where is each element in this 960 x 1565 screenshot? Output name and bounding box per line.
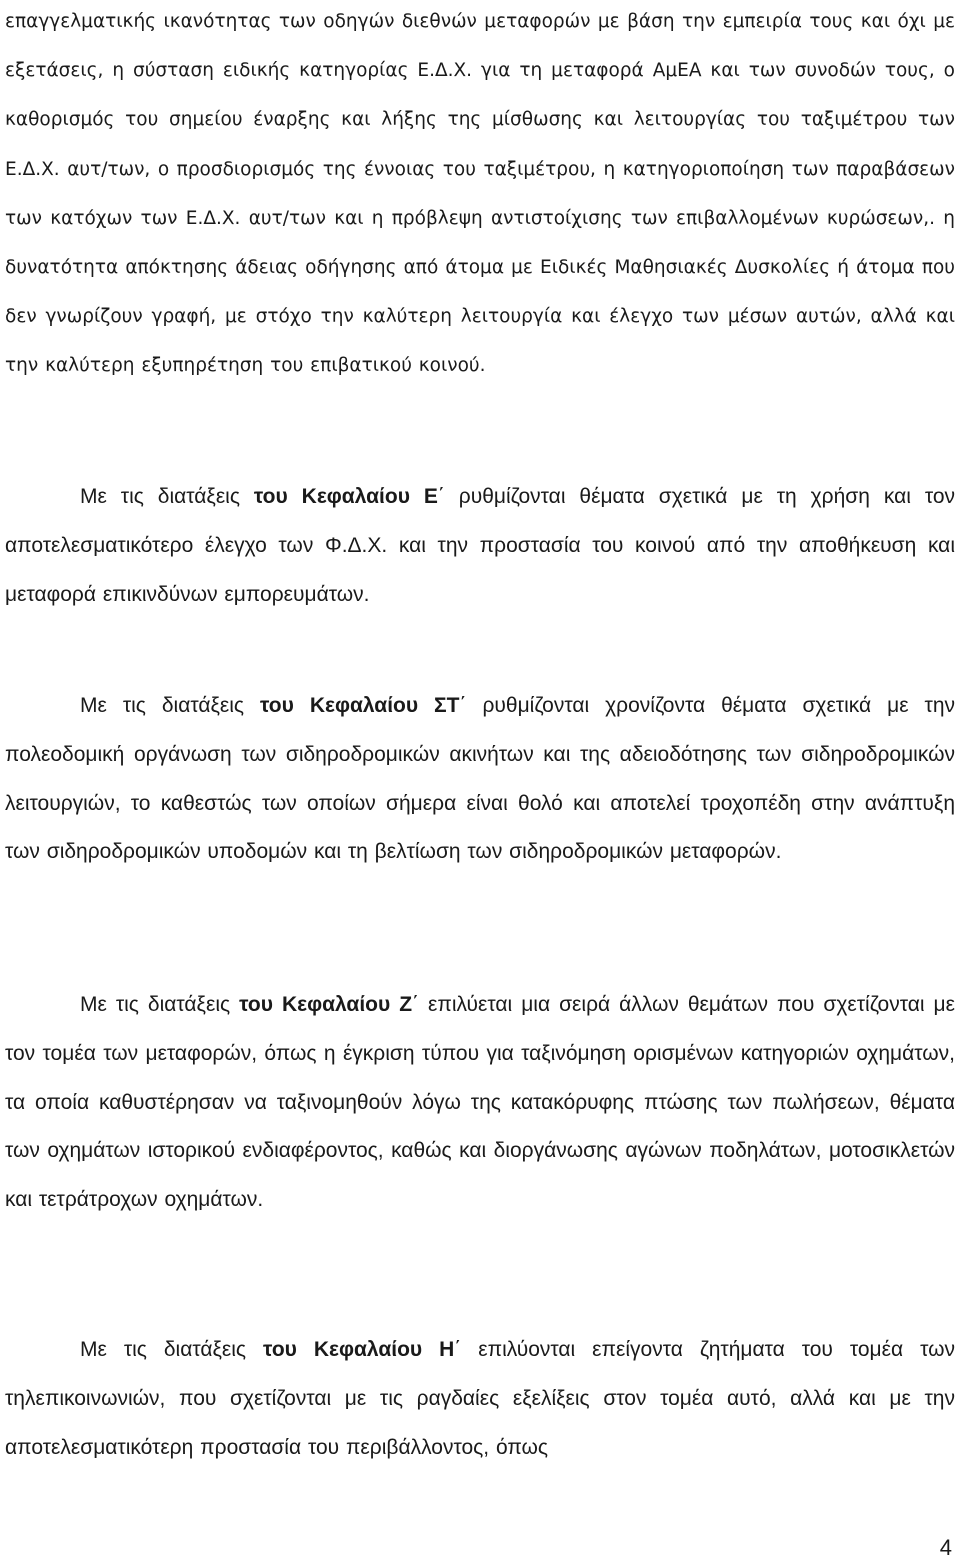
paragraph-prefix: Με τις διατάξεις — [80, 993, 240, 1016]
paragraph-chapter-e — [5, 473, 955, 619]
paragraph-text: ΄ επιλύεται μια σειρά άλλων θεμάτων που σχετίζονται με τον τομέα των μεταφορών, όπως η έγκριση τύπου για ταξινόμηση ορισμένων κατηγοριών οχημάτων, τα οποία καθυστέρησαν να ταξινομηθούν λόγω της κατακόρυφης πτώσης των πωλήσεων, θέματα των οχημάτων ιστορικού ενδιαφέροντος, καθώς και διοργάνωσης αγώνων ποδηλάτων, μοτοσικλετών και τετράτροχων οχημάτων. — [5, 993, 955, 1212]
page-number: 4 — [939, 1535, 952, 1560]
chapter-reference: του Κεφαλαίου Ζ — [239, 993, 413, 1016]
chapter-reference: του Κεφαλαίου Ε — [253, 485, 438, 508]
paragraph-text: ΄ ρυθμίζονται χρονίζοντα θέματα σχετικά με την πολεοδομική οργάνωση των σιδηροδρομικών ακινήτων και της αδειοδότησης των σιδηροδρομικών λειτουργιών, το καθεστώς των οποίων σήμερα είναι θολό και αποτελεί τροχοπέδη στην ανάπτυξη των σιδηροδρομικών υποδομών και τη βελτίωση των σιδηροδρομικών μεταφορών. — [5, 694, 956, 864]
paragraph-text: ΄ ρυθμίζονται θέματα σχετικά με τη χρήση και τον αποτελεσματικότερο έλεγχο των Φ.Δ.Χ. και την προστασία του κοινού από την αποθήκευση και μεταφορά επικινδύνων εμπορευμάτων. — [5, 485, 955, 606]
paragraph-chapter-st — [5, 682, 955, 877]
paragraph-chapter-h — [5, 1326, 955, 1472]
chapter-reference: του Κεφαλαίου ΣΤ — [260, 694, 460, 717]
paragraph-prefix: Με τις διατάξεις — [80, 1338, 264, 1361]
paragraph-prefix: Με τις διατάξεις — [80, 485, 254, 508]
chapter-reference: του Κεφαλαίου Η — [263, 1338, 455, 1361]
paragraph-chapter-z — [5, 981, 955, 1225]
paragraph-prefix: Με τις διατάξεις — [80, 694, 261, 717]
paragraph-text: ΄ επιλύονται επείγοντα ζητήματα του τομέα των τηλεπικοινωνιών, που σχετίζονται με τις ραγδαίες εξελίξεις στον τομέα αυτό, αλλά και με την αποτελεσματικότερη προστασία του περιβάλλοντος, όπως — [5, 1338, 955, 1459]
intro-paragraph — [5, 0, 955, 391]
intro-paragraph-text: επαγγελματικής ικανότητας των οδηγών διεθνών μεταφορών με βάση την εμπειρία τους και όχι με εξετάσεις, η σύσταση ειδικής κατηγορίας Ε.Δ.Χ. για τη μεταφορά ΑμΕΑ και των συνοδών τους, ο καθορισμός του σημείου έναρξης και λήξης της μίσθωσης και λειτουργίας του ταξιμέτρου των Ε.Δ.Χ. αυτ/των, ο προσδιορισμός της έννοιας του ταξιμέτρου, η κατηγοριοποίηση των παραβάσεων των κατόχων των Ε.Δ.Χ. αυτ/των και η πρόβλεψη αντιστοίχισης των επιβαλλομένων κυρώσεων,. η δυνατότητα απόκτησης άδειας οδήγησης από άτομα με Ειδικές Μαθησιακές Δυσκολίες ή άτομα που δεν γνωρίζουν γραφή, με στόχο την καλύτερη λειτουργία και έλεγχο των μέσων αυτών, αλλά και την καλύτερη εξυπηρέτηση του επιβατικού κοινού. — [5, 11, 955, 377]
